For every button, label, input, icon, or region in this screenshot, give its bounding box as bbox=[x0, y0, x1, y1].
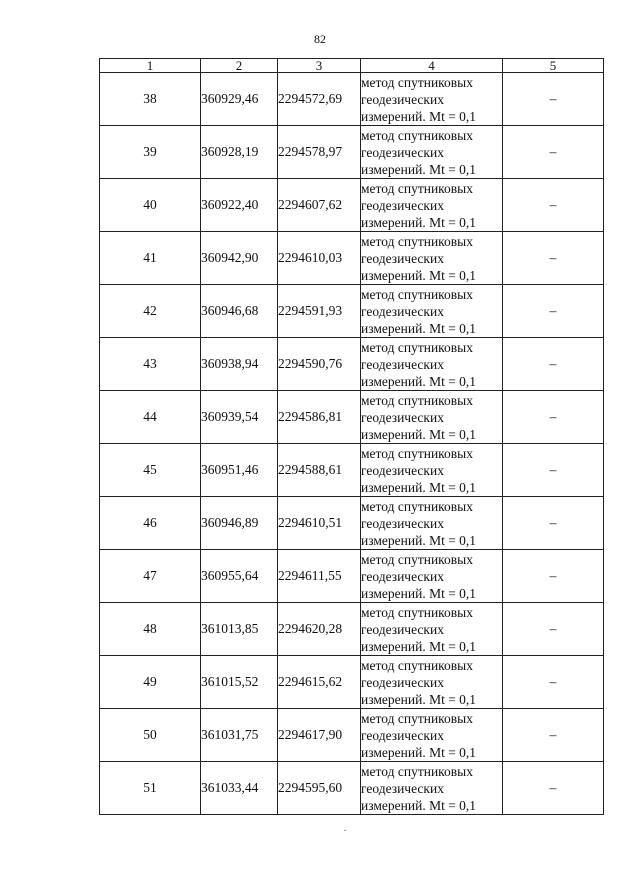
note-dash: – bbox=[503, 656, 604, 709]
method-line: измерений. Mt = 0,1 bbox=[361, 744, 477, 760]
point-number: 45 bbox=[100, 444, 201, 497]
method-line: метод спутниковых bbox=[361, 445, 473, 461]
method-line: измерений. Mt = 0,1 bbox=[361, 108, 477, 124]
note-dash: – bbox=[503, 391, 604, 444]
coordinate-x: 360946,89 bbox=[201, 497, 278, 550]
coordinate-y: 2294620,28 bbox=[278, 603, 361, 656]
scan-speck bbox=[344, 830, 346, 831]
coordinate-x: 361015,52 bbox=[201, 656, 278, 709]
method-line: геодезических bbox=[361, 303, 444, 319]
method-description bbox=[361, 391, 503, 444]
method-line: метод спутниковых bbox=[361, 392, 473, 408]
point-number: 44 bbox=[100, 391, 201, 444]
method-line: измерений. Mt = 0,1 bbox=[361, 638, 477, 654]
method-line: измерений. Mt = 0,1 bbox=[361, 691, 477, 707]
coordinate-y: 2294610,51 bbox=[278, 497, 361, 550]
coordinate-y: 2294607,62 bbox=[278, 179, 361, 232]
coordinate-x: 360951,46 bbox=[201, 444, 278, 497]
coordinate-y: 2294578,97 bbox=[278, 126, 361, 179]
method-description bbox=[361, 232, 503, 285]
method-line: метод спутниковых bbox=[361, 74, 473, 90]
table-row bbox=[100, 762, 604, 815]
method-line: метод спутниковых bbox=[361, 233, 473, 249]
method-description bbox=[361, 179, 503, 232]
coordinate-x: 361033,44 bbox=[201, 762, 278, 815]
method-description bbox=[361, 709, 503, 762]
method-line: измерений. Mt = 0,1 bbox=[361, 214, 477, 230]
method-line: геодезических bbox=[361, 674, 444, 690]
method-line: геодезических bbox=[361, 356, 444, 372]
table-row bbox=[100, 709, 604, 762]
method-line: геодезических bbox=[361, 621, 444, 637]
note-dash: – bbox=[503, 285, 604, 338]
table-row bbox=[100, 550, 604, 603]
point-number: 49 bbox=[100, 656, 201, 709]
note-dash: – bbox=[503, 550, 604, 603]
point-number: 43 bbox=[100, 338, 201, 391]
table-row bbox=[100, 497, 604, 550]
page-number: 82 bbox=[314, 32, 326, 46]
method-line: геодезических bbox=[361, 250, 444, 266]
table-row bbox=[100, 179, 604, 232]
method-line: измерений. Mt = 0,1 bbox=[361, 797, 477, 813]
method-line: метод спутниковых bbox=[361, 286, 473, 302]
coordinate-y: 2294590,76 bbox=[278, 338, 361, 391]
header-col-3: 3 bbox=[278, 59, 361, 73]
method-line: измерений. Mt = 0,1 bbox=[361, 426, 477, 442]
method-line: метод спутниковых bbox=[361, 551, 473, 567]
coordinate-y: 2294588,61 bbox=[278, 444, 361, 497]
coordinate-x: 360928,19 bbox=[201, 126, 278, 179]
method-description bbox=[361, 338, 503, 391]
table-row bbox=[100, 603, 604, 656]
method-description bbox=[361, 444, 503, 497]
method-line: метод спутниковых bbox=[361, 127, 473, 143]
method-line: измерений. Mt = 0,1 bbox=[361, 479, 477, 495]
method-line: измерений. Mt = 0,1 bbox=[361, 532, 477, 548]
point-number: 51 bbox=[100, 762, 201, 815]
coordinate-x: 360922,40 bbox=[201, 179, 278, 232]
coordinate-y: 2294611,55 bbox=[278, 550, 361, 603]
note-dash: – bbox=[503, 126, 604, 179]
method-description bbox=[361, 656, 503, 709]
point-number: 46 bbox=[100, 497, 201, 550]
header-col-5: 5 bbox=[503, 59, 604, 73]
note-dash: – bbox=[503, 762, 604, 815]
method-description bbox=[361, 126, 503, 179]
table-row bbox=[100, 232, 604, 285]
method-line: геодезических bbox=[361, 409, 444, 425]
method-line: метод спутниковых bbox=[361, 498, 473, 514]
note-dash: – bbox=[503, 73, 604, 126]
method-line: измерений. Mt = 0,1 bbox=[361, 585, 477, 601]
method-line: геодезических bbox=[361, 515, 444, 531]
method-line: метод спутниковых bbox=[361, 604, 473, 620]
header-col-4: 4 bbox=[361, 59, 503, 73]
coordinate-x: 360946,68 bbox=[201, 285, 278, 338]
table-row bbox=[100, 126, 604, 179]
method-line: метод спутниковых bbox=[361, 657, 473, 673]
coordinate-y: 2294591,93 bbox=[278, 285, 361, 338]
method-description bbox=[361, 762, 503, 815]
method-line: геодезических bbox=[361, 780, 444, 796]
point-number: 39 bbox=[100, 126, 201, 179]
table-row bbox=[100, 656, 604, 709]
coordinate-x: 361031,75 bbox=[201, 709, 278, 762]
coordinate-y: 2294572,69 bbox=[278, 73, 361, 126]
coordinate-x: 361013,85 bbox=[201, 603, 278, 656]
method-line: метод спутниковых bbox=[361, 180, 473, 196]
coordinate-x: 360955,64 bbox=[201, 550, 278, 603]
method-description bbox=[361, 73, 503, 126]
method-line: геодезических bbox=[361, 727, 444, 743]
coordinate-y: 2294586,81 bbox=[278, 391, 361, 444]
note-dash: – bbox=[503, 709, 604, 762]
header-col-1: 1 bbox=[100, 59, 201, 73]
point-number: 40 bbox=[100, 179, 201, 232]
method-line: измерений. Mt = 0,1 bbox=[361, 161, 477, 177]
method-line: измерений. Mt = 0,1 bbox=[361, 267, 477, 283]
coordinate-y: 2294617,90 bbox=[278, 709, 361, 762]
note-dash: – bbox=[503, 603, 604, 656]
method-line: геодезических bbox=[361, 462, 444, 478]
method-line: геодезических bbox=[361, 91, 444, 107]
table-row bbox=[100, 73, 604, 126]
note-dash: – bbox=[503, 444, 604, 497]
coordinate-x: 360938,94 bbox=[201, 338, 278, 391]
method-line: метод спутниковых bbox=[361, 339, 473, 355]
coordinate-y: 2294595,60 bbox=[278, 762, 361, 815]
method-description bbox=[361, 497, 503, 550]
table-row bbox=[100, 338, 604, 391]
note-dash: – bbox=[503, 179, 604, 232]
method-description bbox=[361, 603, 503, 656]
coordinate-x: 360942,90 bbox=[201, 232, 278, 285]
method-description bbox=[361, 550, 503, 603]
method-line: геодезических bbox=[361, 197, 444, 213]
note-dash: – bbox=[503, 338, 604, 391]
note-dash: – bbox=[503, 497, 604, 550]
coordinate-y: 2294615,62 bbox=[278, 656, 361, 709]
method-line: измерений. Mt = 0,1 bbox=[361, 320, 477, 336]
point-number: 50 bbox=[100, 709, 201, 762]
header-col-2: 2 bbox=[201, 59, 278, 73]
point-number: 48 bbox=[100, 603, 201, 656]
method-line: измерений. Mt = 0,1 bbox=[361, 373, 477, 389]
point-number: 47 bbox=[100, 550, 201, 603]
method-line: геодезических bbox=[361, 568, 444, 584]
point-number: 41 bbox=[100, 232, 201, 285]
table-header-row bbox=[100, 59, 604, 73]
coordinate-x: 360939,54 bbox=[201, 391, 278, 444]
method-description bbox=[361, 285, 503, 338]
note-dash: – bbox=[503, 232, 604, 285]
table-row bbox=[100, 285, 604, 338]
method-line: метод спутниковых bbox=[361, 710, 473, 726]
coordinates-table bbox=[99, 58, 604, 815]
table-row bbox=[100, 444, 604, 497]
method-line: геодезических bbox=[361, 144, 444, 160]
method-line: метод спутниковых bbox=[361, 763, 473, 779]
coordinate-y: 2294610,03 bbox=[278, 232, 361, 285]
table-row bbox=[100, 391, 604, 444]
point-number: 42 bbox=[100, 285, 201, 338]
coordinate-x: 360929,46 bbox=[201, 73, 278, 126]
point-number: 38 bbox=[100, 73, 201, 126]
